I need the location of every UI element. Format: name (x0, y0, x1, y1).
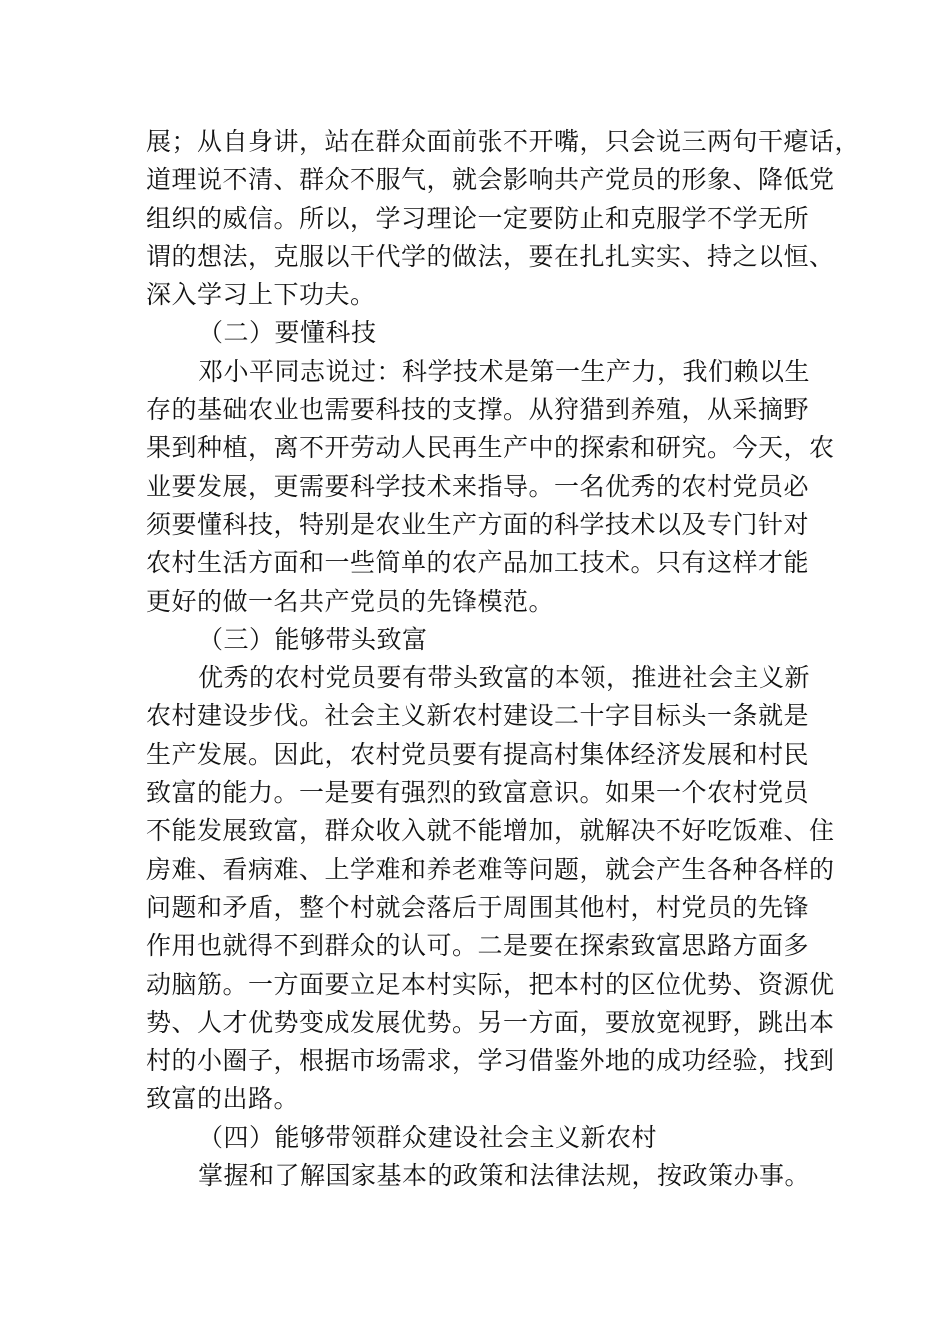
text-line: 村的小圈子，根据市场需求，学习借鉴外地的成功经验，找到 (146, 1046, 835, 1076)
text-line: 农村生活方面和一些简单的农产品加工技术。只有这样才能 (146, 548, 810, 578)
text-line: 动脑筋。一方面要立足本村实际，把本村的区位优势、资源优 (146, 969, 835, 999)
text-line: 展；从自身讲，站在群众面前张不开嘴，只会说三两句干瘪话， (146, 127, 861, 156)
paragraph-first-line: 优秀的农村党员要有带头致富的本领，推进社会主义新 (198, 663, 811, 693)
text-line: 深入学习上下功夫。 (146, 280, 376, 310)
section-heading: （二）要懂科技 (198, 318, 377, 348)
text-line: 道理说不清、群众不服气，就会影响共产党员的形象、降低党 (146, 165, 835, 195)
text-line: 作用也就得不到群众的认可。二是要在探索致富思路方面多 (146, 931, 810, 961)
text-line: 农村建设步伐。社会主义新农村建设二十字目标头一条就是 (146, 701, 810, 731)
text-line: 致富的出路。 (146, 1084, 300, 1114)
section-heading: （三）能够带头致富 (198, 624, 428, 654)
text-line: 组织的威信。所以，学习理论一定要防止和克服学不学无所 (146, 203, 810, 233)
paragraph-first-line: 邓小平同志说过：科学技术是第一生产力，我们赖以生 (198, 356, 811, 386)
text-line: 房难、看病难、上学难和养老难等问题，就会产生各种各样的 (146, 854, 835, 884)
text-line: 致富的能力。一是要有强烈的致富意识。如果一个农村党员 (146, 778, 810, 808)
text-line: 谓的想法，克服以干代学的做法，要在扎扎实实、持之以恒、 (146, 241, 835, 271)
text-line: 生产发展。因此，农村党员要有提高村集体经济发展和村民 (146, 739, 810, 769)
text-line: 势、人才优势变成发展优势。另一方面，要放宽视野，跳出本 (146, 1007, 835, 1037)
text-line: 存的基础农业也需要科技的支撑。从狩猎到养殖，从采摘野 (146, 395, 810, 425)
text-line: 业要发展，更需要科学技术来指导。一名优秀的农村党员必 (146, 471, 810, 501)
text-line: 不能发展致富，群众收入就不能增加，就解决不好吃饭难、住 (146, 816, 835, 846)
text-line: 问题和矛盾，整个村就会落后于周围其他村，村党员的先锋 (146, 892, 810, 922)
document-body (146, 123, 861, 1195)
section-heading: （四）能够带领群众建设社会主义新农村 (198, 1122, 658, 1152)
paragraph-first-line: 掌握和了解国家基本的政策和法律法规，按政策办事。 (198, 1161, 811, 1191)
text-line: 更好的做一名共产党员的先锋模范。 (146, 586, 555, 616)
text-line: 果到种植，离不开劳动人民再生产中的探索和研究。今天，农 (146, 433, 835, 463)
text-line: 须要懂科技，特别是农业生产方面的科学技术以及专门针对 (146, 509, 810, 539)
